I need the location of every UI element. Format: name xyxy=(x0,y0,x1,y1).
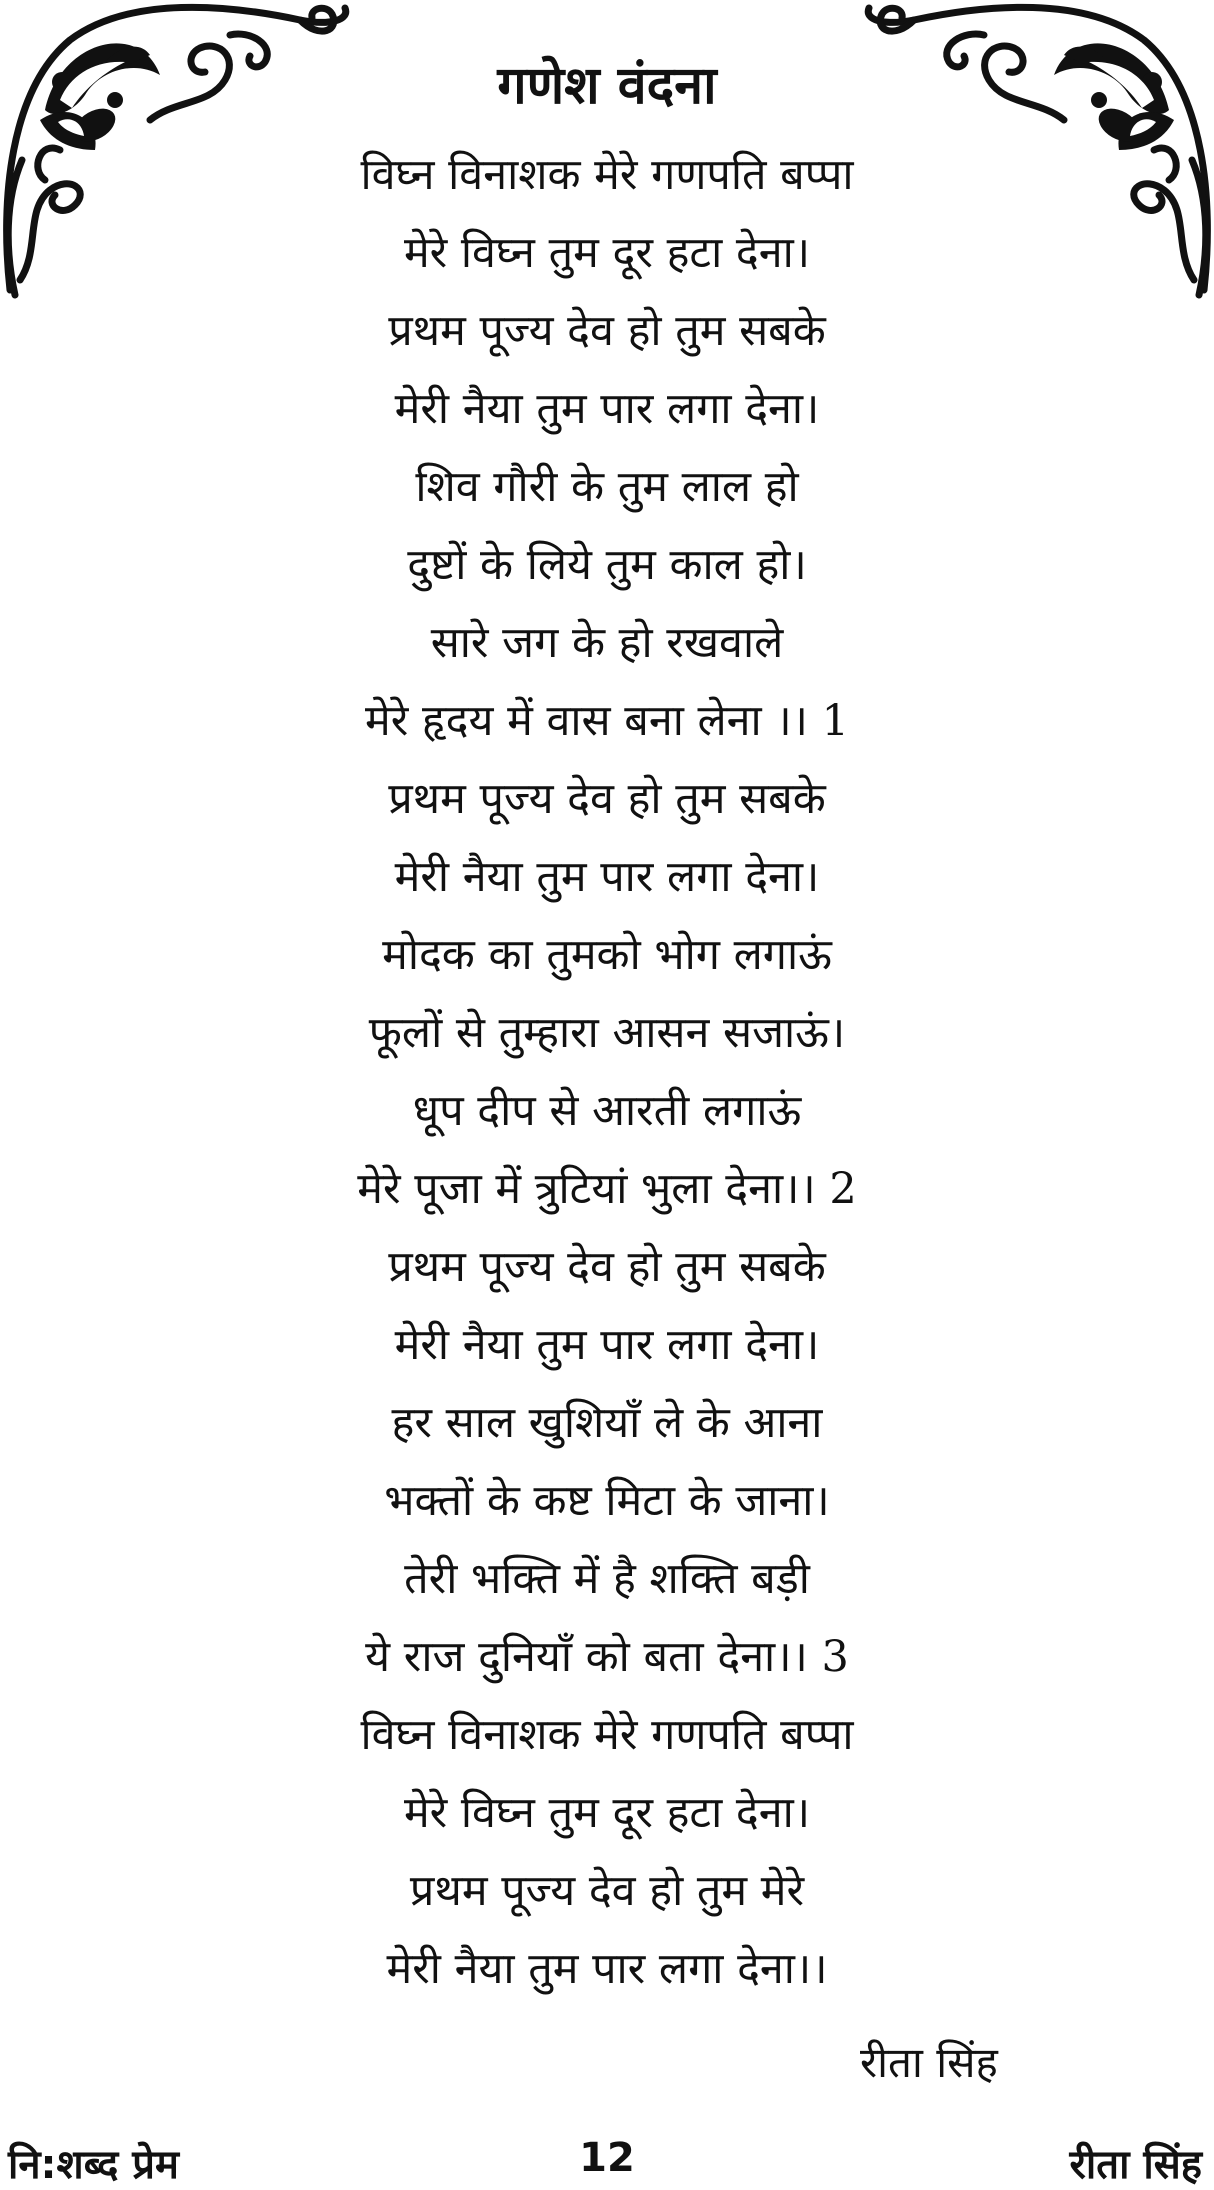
poem-line: विघ्न विनाशक मेरे गणपति बप्पा xyxy=(360,1710,854,1760)
poem-line: विघ्न विनाशक मेरे गणपति बप्पा xyxy=(360,150,854,200)
poem-line: मेरे हृदय में वास बना लेना ।। 1 xyxy=(365,696,849,746)
author-signature: रीता सिंह xyxy=(860,2038,998,2087)
poem-line: भक्तों के कष्ट मिटा के जाना। xyxy=(384,1476,830,1526)
footer-author: रीता सिंह xyxy=(1069,2142,1202,2188)
poem-line: मेरी नैया तुम पार लगा देना। xyxy=(394,384,820,434)
footer-book-title: नि:शब्द प्रेम xyxy=(8,2142,179,2188)
poem-line: मेरी नैया तुम पार लगा देना। xyxy=(394,852,820,902)
poem-line: हर साल खुशियाँ ले के आना xyxy=(391,1398,823,1448)
poem-line: मेरे विघ्न तुम दूर हटा देना। xyxy=(403,1788,811,1838)
poem-line: मेरी नैया तुम पार लगा देना। xyxy=(394,1320,820,1370)
poem-line: मेरे पूजा में त्रुटियां भुला देना।। 2 xyxy=(357,1164,857,1214)
poem-line: दुष्टों के लिये तुम काल हो। xyxy=(407,540,807,590)
poem-line: तेरी भक्ति में है शक्ति बड़ी xyxy=(404,1554,810,1604)
poem-line: प्रथम पूज्य देव हो तुम सबके xyxy=(388,774,826,824)
poem-line: प्रथम पूज्य देव हो तुम सबके xyxy=(388,1242,826,1292)
poem-line: मोदक का तुमको भोग लगाऊं xyxy=(382,930,832,980)
poem-line: प्रथम पूज्य देव हो तुम मेरे xyxy=(409,1866,805,1916)
poem-line: मेरे विघ्न तुम दूर हटा देना। xyxy=(403,228,811,278)
page-title: गणेश वंदना xyxy=(497,56,717,116)
poem-line: मेरी नैया तुम पार लगा देना।। xyxy=(386,1944,828,1994)
poem-line: ये राज दुनियाँ को बता देना।। 3 xyxy=(365,1632,849,1682)
poem-line: सारे जग के हो रखवाले xyxy=(430,618,784,668)
footer-page-number: 12 xyxy=(579,2135,635,2181)
poem-line: शिव गौरी के तुम लाल हो xyxy=(415,462,799,512)
poem-line: फूलों से तुम्हारा आसन सजाऊं। xyxy=(368,1008,846,1058)
poem-line: धूप दीप से आरती लगाऊं xyxy=(412,1086,802,1136)
poem-line: प्रथम पूज्य देव हो तुम सबके xyxy=(388,306,826,356)
